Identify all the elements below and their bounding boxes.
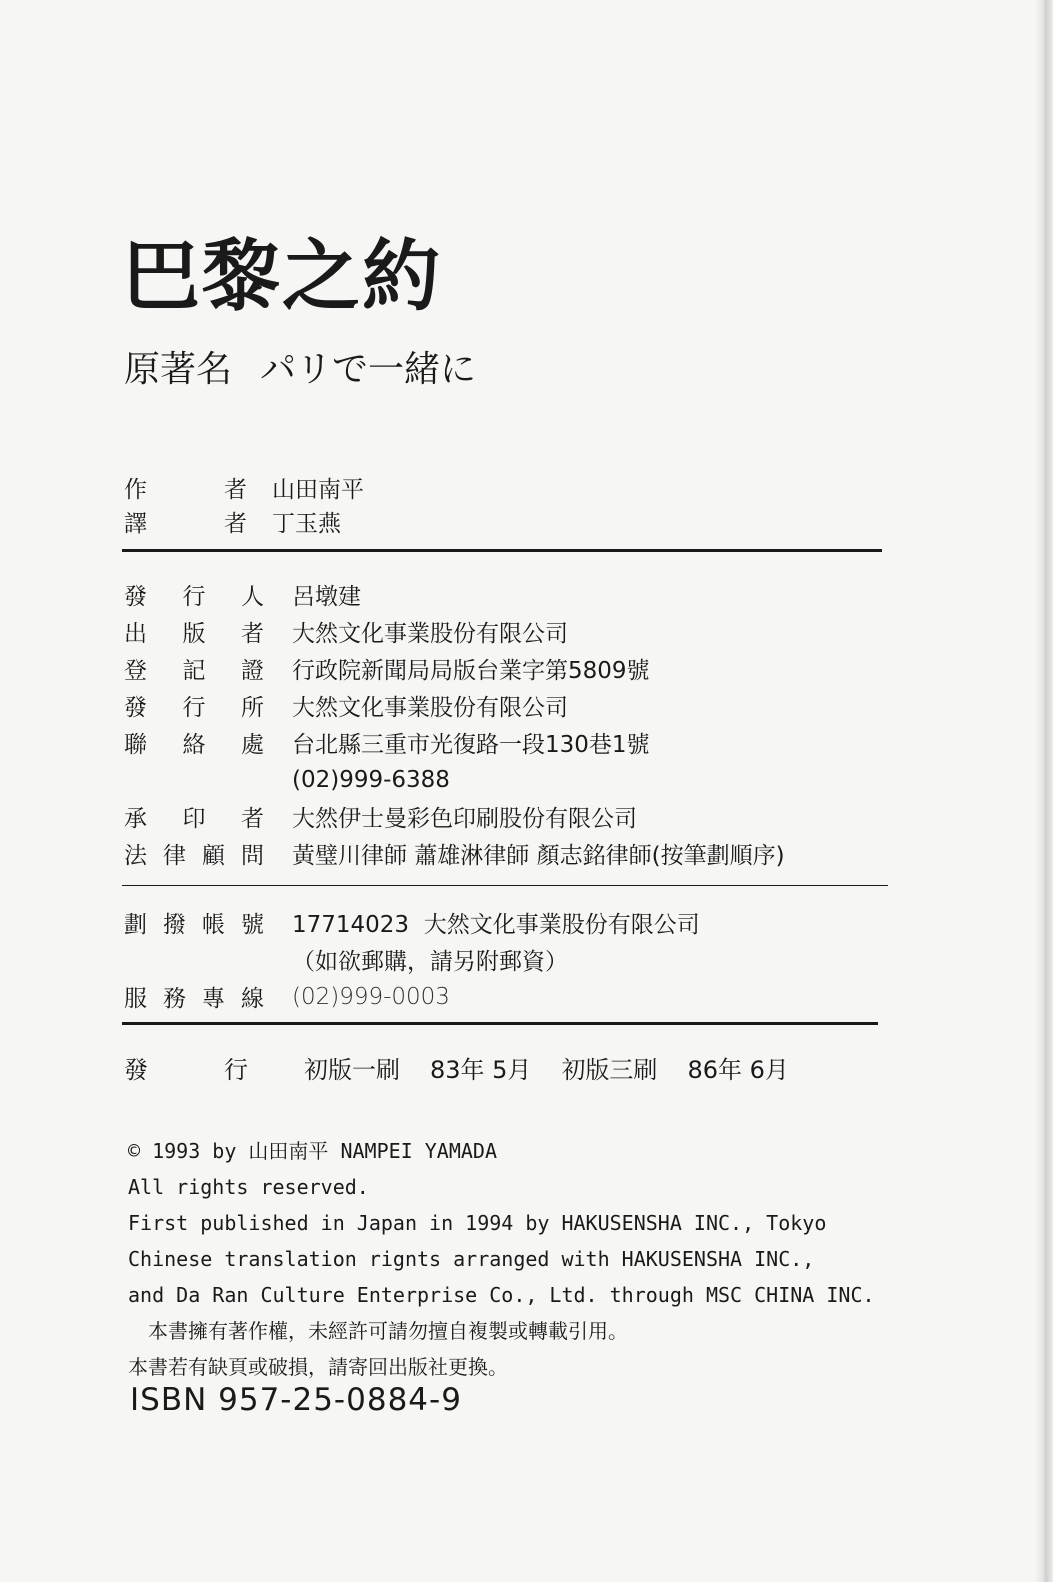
info-label: 出 版 者 (124, 621, 264, 647)
info-value: (02)999-0003 (292, 983, 450, 1010)
info-label: 發 行 人 (124, 584, 264, 610)
credit-label-a: 譯 (124, 510, 147, 537)
info-row (124, 798, 785, 835)
original-title-label: 原著名 (124, 349, 233, 390)
book-title: 巴黎之約 (122, 232, 443, 322)
info-row (124, 835, 785, 872)
info-value: （如欲郵購，請另附郵資） (292, 949, 568, 975)
issue-first: 初版一刷 (304, 1056, 400, 1084)
copyright-line: 本書擁有著作權，未經許可請勿擅自複製或轉載引用。 (128, 1319, 628, 1343)
issue-label-b: 行 (224, 1056, 248, 1084)
info-value: 大然文化事業股份有限公司 (292, 695, 568, 721)
info-label: 聯 絡 處 (124, 732, 264, 758)
info-value: 大然文化事業股份有限公司 (292, 621, 568, 647)
info-row (124, 650, 785, 687)
info-value: 17714023 大然文化事業股份有限公司 (292, 912, 700, 938)
info-value: 大然伊士曼彩色印刷股份有限公司 (292, 806, 637, 832)
info-value: 行政院新聞局局版台業字第5809號 (292, 658, 650, 684)
info-label: 法 律 顧 問 (124, 843, 264, 869)
info-row (124, 724, 785, 761)
copyright-line: © 1993 by 山田南平 NAMPEI YAMADA (128, 1139, 497, 1163)
credit-author (124, 470, 364, 504)
info-row (124, 904, 700, 941)
divider (122, 1022, 878, 1025)
info-row (124, 761, 785, 798)
copyright-line: 本書若有缺頁或破損，請寄回出版社更換。 (128, 1355, 508, 1379)
credits (124, 470, 364, 538)
publishing-info (124, 576, 785, 872)
account-info (124, 904, 700, 1015)
copyright-line: Chinese translation rignts arranged with HAKUSENSHA INC., (128, 1247, 815, 1271)
info-label: 承 印 者 (124, 806, 264, 832)
info-label: 劃 撥 帳 號 (124, 912, 264, 938)
original-title: パリで一緒に (260, 349, 477, 390)
copyright-line: and Da Ran Culture Enterprise Co., Ltd. through MSC CHINA INC. (128, 1283, 875, 1307)
issue-third-date: 86年 6月 (687, 1056, 789, 1084)
issue-label-a: 發 (124, 1056, 148, 1084)
issue-third: 初版三刷 (561, 1056, 658, 1084)
divider (122, 549, 882, 552)
page-edge (1035, 0, 1053, 1582)
credit-label-b: 者 (224, 476, 247, 503)
info-value: (02)999-6388 (292, 766, 450, 793)
copyright-block (128, 1133, 875, 1385)
info-row (124, 941, 700, 978)
info-value: 呂墩建 (292, 584, 361, 610)
copyright-line: All rights reserved. (128, 1175, 369, 1199)
credit-value: 山田南平 (272, 476, 364, 503)
credit-value: 丁玉燕 (272, 510, 341, 537)
info-label: 服 務 專 線 (124, 986, 264, 1012)
issue-first-date: 83年 5月 (430, 1056, 532, 1084)
divider (122, 885, 888, 886)
info-row (124, 613, 785, 650)
info-row (124, 978, 700, 1015)
info-row (124, 687, 785, 724)
info-label: 登 記 證 (124, 658, 264, 684)
credit-label-b: 者 (224, 510, 247, 537)
info-row (124, 576, 785, 613)
credit-label-a: 作 (124, 476, 147, 503)
info-value: 台北縣三重市光復路一段130巷1號 (292, 732, 650, 758)
isbn: ISBN 957-25-0884-9 (130, 1382, 462, 1418)
credit-translator (124, 504, 364, 538)
info-value: 黃璧川律師 蕭雄淋律師 顏志銘律師(按筆劃順序) (292, 843, 785, 869)
info-label: 發 行 所 (124, 695, 264, 721)
original-title-line (124, 349, 477, 390)
issue-line (124, 1050, 819, 1085)
copyright-line: First published in Japan in 1994 by HAKUSENSHA INC., Tokyo (128, 1211, 827, 1235)
